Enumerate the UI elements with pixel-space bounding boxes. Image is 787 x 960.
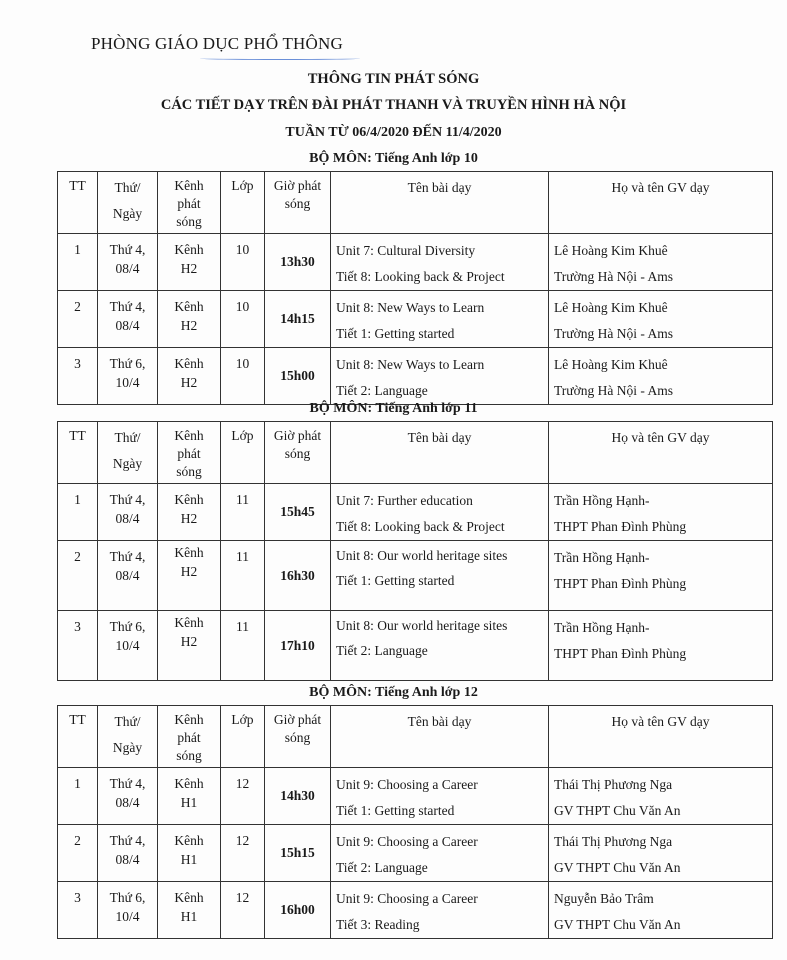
col-tt-header: TT [58,172,98,234]
lesson-unit: Unit 7: Cultural Diversity [336,243,476,258]
cell-grade: 11 [221,611,265,681]
lesson-unit: Unit 8: New Ways to Learn [336,357,485,372]
teacher-school: THPT Phan Đình Phùng [554,576,687,591]
cell-day [98,882,158,939]
cell-time: 15h00 [265,348,331,405]
cell-tt: 3 [58,348,98,405]
table-row [58,484,773,541]
lesson-unit: Unit 8: New Ways to Learn [336,300,485,315]
cell-grade: 12 [221,825,265,882]
table-header-row [58,706,773,768]
date-label: 08/4 [115,261,140,276]
lesson-unit: Unit 8: Our world heritage sites [336,618,508,633]
channel-code: H1 [180,909,198,924]
cell-time: 16h00 [265,882,331,939]
cell-tt: 1 [58,484,98,541]
cell-time: 14h30 [265,768,331,825]
col-lesson-header: Tên bài dạy [331,172,549,234]
lesson-period: Tiết 3: Reading [336,917,420,932]
schedule-table [57,421,773,681]
teacher-school: THPT Phan Đình Phùng [554,646,687,661]
col-tt-header: TT [58,422,98,484]
channel-label: Kênh [174,776,204,791]
cell-tt: 1 [58,768,98,825]
cell-tt: 2 [58,825,98,882]
teacher-school: GV THPT Chu Văn An [554,917,681,932]
cell-day [98,234,158,291]
col-time-header: Giờ phát sóng [265,422,331,484]
cell-day [98,611,158,681]
cell-grade: 11 [221,541,265,611]
subject-heading: BỘ MÔN: Tiếng Anh lớp 10 [309,151,478,166]
cell-lesson [331,541,549,611]
cell-lesson [331,825,549,882]
subject-heading: BỘ MÔN: Tiếng Anh lớp 12 [309,685,478,700]
day-label: Thứ 6, [109,890,146,905]
schedule-table [57,171,773,405]
cell-tt: 3 [58,611,98,681]
cell-day [98,541,158,611]
cell-teacher [549,348,773,405]
cell-time: 14h15 [265,291,331,348]
col-teacher-header: Họ và tên GV dạy [549,706,773,768]
channel-label: Kênh [174,242,204,257]
col-lesson-header: Tên bài dạy [331,706,549,768]
teacher-name: Trần Hồng Hạnh- [554,550,650,565]
channel-code: H2 [180,634,198,649]
col-time-header: Giờ phát sóng [265,706,331,768]
col-channel-header: Kênh phát sóng [158,422,221,484]
cell-day [98,348,158,405]
date-label: 08/4 [115,568,140,583]
col-teacher-header: Họ và tên GV dạy [549,422,773,484]
channel-code: H1 [180,795,198,810]
day-label: Thứ 4, [109,492,146,507]
teacher-school: GV THPT Chu Văn An [554,803,681,818]
subject-heading: BỘ MÔN: Tiếng Anh lớp 11 [309,401,478,416]
day-label: Thứ 6, [109,619,146,634]
cell-channel [158,611,221,681]
col-grade-header: Lớp [221,422,265,484]
table-row [58,291,773,348]
cell-time: 15h15 [265,825,331,882]
teacher-name: Trần Hồng Hạnh- [554,620,650,635]
cell-lesson [331,234,549,291]
cell-time: 17h10 [265,611,331,681]
week-range: TUẦN TỪ 06/4/2020 ĐẾN 11/4/2020 [285,125,502,140]
cell-tt: 2 [58,291,98,348]
teacher-name: Thái Thị Phương Nga [554,777,673,792]
cell-day [98,484,158,541]
col-lesson-header: Tên bài dạy [331,422,549,484]
table-row [58,541,773,611]
channel-code: H2 [180,261,198,276]
header-underline [200,57,360,60]
lesson-period: Tiết 1: Getting started [336,573,455,588]
cell-grade: 10 [221,234,265,291]
date-label: 10/4 [115,638,140,653]
lesson-unit: Unit 8: Our world heritage sites [336,548,508,563]
table-row [58,882,773,939]
day-label: Thứ 6, [109,356,146,371]
day-label: Thứ 4, [109,776,146,791]
channel-code: H2 [180,511,198,526]
cell-teacher [549,825,773,882]
lesson-unit: Unit 9: Choosing a Career [336,834,478,849]
col-channel-header: Kênh phát sóng [158,172,221,234]
cell-grade: 12 [221,768,265,825]
lesson-period: Tiết 1: Getting started [336,326,455,341]
lesson-unit: Unit 9: Choosing a Career [336,777,478,792]
cell-teacher [549,882,773,939]
date-label: 10/4 [115,375,140,390]
col-time-header: Giờ phát sóng [265,172,331,234]
cell-time: 15h45 [265,484,331,541]
lesson-period: Tiết 2: Language [336,860,428,875]
date-label: 08/4 [115,511,140,526]
cell-tt: 1 [58,234,98,291]
cell-grade: 10 [221,291,265,348]
cell-channel [158,484,221,541]
table-row [58,825,773,882]
col-day-header: Thứ/ Ngày [98,706,158,768]
cell-grade: 10 [221,348,265,405]
teacher-school: Trường Hà Nội - Ams [554,269,673,284]
teacher-name: Trần Hồng Hạnh- [554,493,650,508]
lesson-period: Tiết 8: Looking back & Project [336,519,505,534]
cell-grade: 12 [221,882,265,939]
col-teacher-header: Họ và tên GV dạy [549,172,773,234]
cell-day [98,291,158,348]
channel-code: H1 [180,852,198,867]
channel-label: Kênh [174,299,204,314]
channel-code: H2 [180,564,198,579]
lesson-period: Tiết 2: Language [336,383,428,398]
lesson-unit: Unit 9: Choosing a Career [336,891,478,906]
cell-channel [158,541,221,611]
cell-teacher [549,611,773,681]
schedule-table [57,705,773,939]
teacher-name: Lê Hoàng Kim Khuê [554,357,668,372]
col-grade-header: Lớp [221,706,265,768]
channel-code: H2 [180,318,198,333]
table-header-row [58,172,773,234]
table-row [58,611,773,681]
channel-code: H2 [180,375,198,390]
table-row [58,234,773,291]
cell-lesson [331,882,549,939]
doc-subtitle: CÁC TIẾT DẠY TRÊN ĐÀI PHÁT THANH VÀ TRUYỀN HÌNH HÀ NỘI [160,97,627,113]
col-channel-header: Kênh phát sóng [158,706,221,768]
cell-lesson [331,484,549,541]
teacher-school: THPT Phan Đình Phùng [554,519,687,534]
teacher-school: Trường Hà Nội - Ams [554,326,673,341]
teacher-name: Thái Thị Phương Nga [554,834,673,849]
day-label: Thứ 4, [109,549,146,564]
teacher-school: GV THPT Chu Văn An [554,860,681,875]
cell-lesson [331,348,549,405]
cell-channel [158,234,221,291]
teacher-name: Nguyễn Bảo Trâm [554,891,654,906]
cell-tt: 2 [58,541,98,611]
day-label: Thứ 4, [109,299,146,314]
col-grade-header: Lớp [221,172,265,234]
cell-time: 13h30 [265,234,331,291]
cell-channel [158,768,221,825]
col-day-header: Thứ/ Ngày [98,172,158,234]
cell-channel [158,348,221,405]
org-header: PHÒNG GIÁO DỤC PHỔ THÔNG [91,34,343,53]
day-label: Thứ 4, [109,833,146,848]
cell-day [98,825,158,882]
table-header-row [58,422,773,484]
teacher-name: Lê Hoàng Kim Khuê [554,243,668,258]
cell-teacher [549,541,773,611]
col-day-header: Thứ/ Ngày [98,422,158,484]
channel-label: Kênh [174,615,204,630]
cell-grade: 11 [221,484,265,541]
cell-lesson [331,291,549,348]
lesson-period: Tiết 8: Looking back & Project [336,269,505,284]
channel-label: Kênh [174,833,204,848]
table-row [58,768,773,825]
day-label: Thứ 4, [109,242,146,257]
cell-channel [158,291,221,348]
date-label: 10/4 [115,909,140,924]
cell-day [98,768,158,825]
cell-channel [158,825,221,882]
cell-teacher [549,234,773,291]
table-row [58,348,773,405]
cell-lesson [331,768,549,825]
cell-teacher [549,768,773,825]
date-label: 08/4 [115,852,140,867]
teacher-school: Trường Hà Nội - Ams [554,383,673,398]
date-label: 08/4 [115,318,140,333]
channel-label: Kênh [174,545,204,560]
channel-label: Kênh [174,356,204,371]
lesson-period: Tiết 1: Getting started [336,803,455,818]
teacher-name: Lê Hoàng Kim Khuê [554,300,668,315]
doc-title: THÔNG TIN PHÁT SÓNG [307,71,480,87]
cell-lesson [331,611,549,681]
date-label: 08/4 [115,795,140,810]
cell-channel [158,882,221,939]
channel-label: Kênh [174,890,204,905]
channel-label: Kênh [174,492,204,507]
cell-time: 16h30 [265,541,331,611]
cell-teacher [549,291,773,348]
lesson-period: Tiết 2: Language [336,643,428,658]
cell-tt: 3 [58,882,98,939]
col-tt-header: TT [58,706,98,768]
lesson-unit: Unit 7: Further education [336,493,473,508]
cell-teacher [549,484,773,541]
